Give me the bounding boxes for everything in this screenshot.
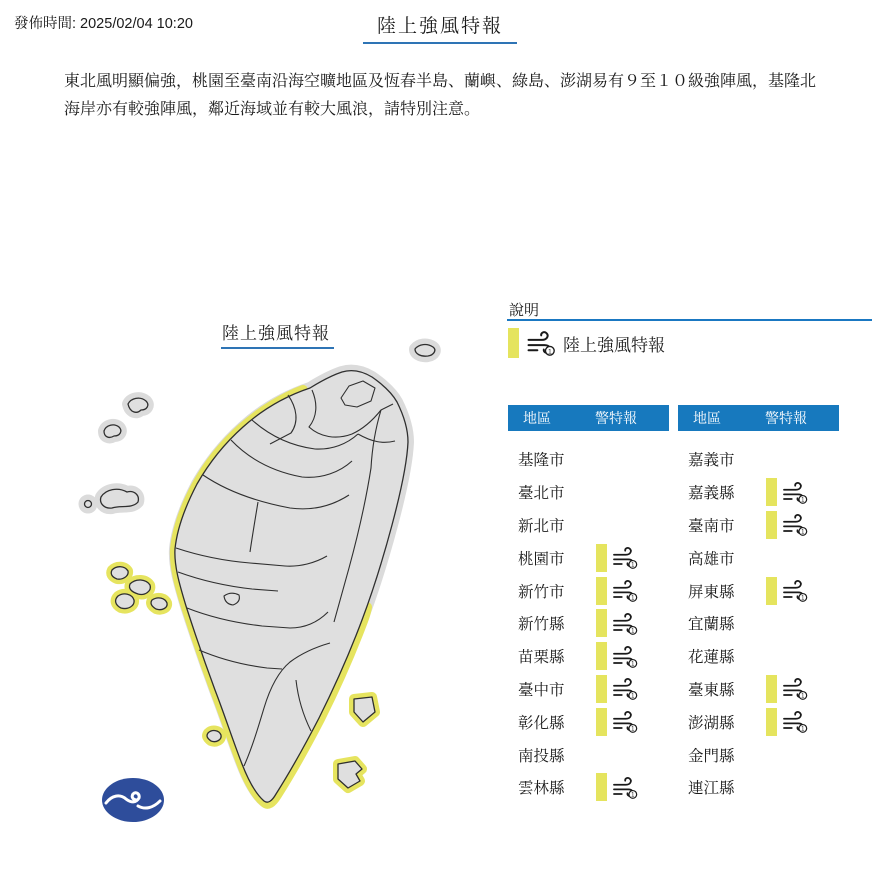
wind-warning-badge <box>766 708 808 736</box>
warning-color-bar <box>766 675 777 703</box>
table-row <box>678 574 839 607</box>
table-row <box>678 738 839 771</box>
warning-color-bar <box>766 511 777 539</box>
warning-color-bar <box>596 577 607 605</box>
warning-color-bar <box>766 478 777 506</box>
warning-color-bar <box>596 642 607 670</box>
region-name: 臺中市 <box>518 681 565 699</box>
advisory-description: 東北風明顯偏強，桃園至臺南沿海空曠地區及恆春半島、蘭嶼、綠島、澎湖易有９至１０級強陣風，基隆北海岸亦有較強陣風，鄰近海域並有較大風浪，請特別注意。 <box>64 73 817 118</box>
legend-heading: 說明 <box>509 302 540 319</box>
region-name: 彰化縣 <box>518 714 565 732</box>
region-name: 花蓮縣 <box>688 649 735 667</box>
legend-item-label: 陸上強風特報 <box>563 335 665 355</box>
wind-warning-badge <box>596 609 638 637</box>
wind-icon <box>782 513 808 536</box>
cwa-logo <box>102 778 164 822</box>
wind-icon <box>526 330 556 356</box>
warning-color-bar <box>596 609 607 637</box>
region-name: 雲林縣 <box>518 780 565 798</box>
warning-color-bar <box>596 773 607 801</box>
region-name: 苗栗縣 <box>518 649 565 667</box>
wind-warning-badge <box>596 773 638 801</box>
wind-icon <box>612 546 638 569</box>
wind-icon <box>612 645 638 668</box>
table-row <box>678 705 839 738</box>
region-name: 新竹縣 <box>518 616 565 634</box>
table-row <box>508 640 669 673</box>
table-row <box>678 509 839 542</box>
table-row <box>678 640 839 673</box>
map-title: 陸上強風特報 <box>221 319 334 349</box>
table-row <box>678 607 839 640</box>
wind-icon <box>782 481 808 504</box>
wind-icon <box>612 579 638 602</box>
wind-warning-badge <box>766 478 808 506</box>
wind-warning-badge <box>596 675 638 703</box>
table-row <box>678 476 839 509</box>
warning-color-swatch <box>508 328 519 358</box>
table-row <box>508 476 669 509</box>
region-name: 嘉義市 <box>688 452 735 470</box>
table-row <box>508 574 669 607</box>
wind-warning-badge <box>766 577 808 605</box>
table-row <box>508 673 669 706</box>
table-row <box>508 705 669 738</box>
wind-warning-badge <box>596 708 638 736</box>
table-row <box>508 443 669 476</box>
header-warning: 警特報 <box>595 410 637 426</box>
wind-warning-badge <box>766 511 808 539</box>
region-name: 新北市 <box>518 517 565 535</box>
wind-icon <box>782 579 808 602</box>
region-name: 臺北市 <box>518 485 565 503</box>
region-name: 南投縣 <box>518 747 565 765</box>
region-name: 嘉義縣 <box>688 485 735 503</box>
header-region: 地區 <box>523 410 551 426</box>
wind-warning-badge <box>596 642 638 670</box>
warning-color-bar <box>766 708 777 736</box>
warning-table-right <box>678 405 839 804</box>
table-row <box>678 771 839 804</box>
warning-table-left <box>508 405 669 804</box>
table-row <box>508 771 669 804</box>
wind-icon <box>612 776 638 799</box>
region-name: 基隆市 <box>518 452 565 470</box>
taiwan-map <box>55 335 500 865</box>
region-name: 臺南市 <box>688 517 735 535</box>
warning-color-bar <box>596 675 607 703</box>
table-row <box>508 509 669 542</box>
table-row <box>508 738 669 771</box>
region-name: 桃園市 <box>518 550 565 568</box>
issue-time: 發佈時間: 2025/02/04 10:20 <box>14 16 193 32</box>
wind-warning-badge <box>596 544 638 572</box>
wind-icon <box>782 710 808 733</box>
wind-icon <box>782 677 808 700</box>
region-name: 屏東縣 <box>688 583 735 601</box>
table-header <box>678 405 839 431</box>
header-region: 地區 <box>693 410 721 426</box>
region-name: 臺東縣 <box>688 681 735 699</box>
legend-rule <box>507 319 872 321</box>
table-row <box>678 541 839 574</box>
wind-icon <box>612 710 638 733</box>
warning-color-bar <box>596 544 607 572</box>
wind-warning-badge <box>596 577 638 605</box>
legend-item <box>508 328 665 358</box>
wind-warning-badge <box>766 675 808 703</box>
wind-icon <box>612 612 638 635</box>
table-row <box>508 541 669 574</box>
wind-icon <box>612 677 638 700</box>
table-row <box>508 607 669 640</box>
header-warning: 警特報 <box>765 410 807 426</box>
region-name: 新竹市 <box>518 583 565 601</box>
table-header <box>508 405 669 431</box>
warning-color-bar <box>596 708 607 736</box>
region-name: 宜蘭縣 <box>688 616 735 634</box>
region-name: 連江縣 <box>688 780 735 798</box>
table-row <box>678 443 839 476</box>
table-row <box>678 673 839 706</box>
warning-color-bar <box>766 577 777 605</box>
region-name: 金門縣 <box>688 747 735 765</box>
region-name: 澎湖縣 <box>688 714 735 732</box>
page-title: 陸上強風特報 <box>363 11 517 44</box>
region-name: 高雄市 <box>688 550 735 568</box>
